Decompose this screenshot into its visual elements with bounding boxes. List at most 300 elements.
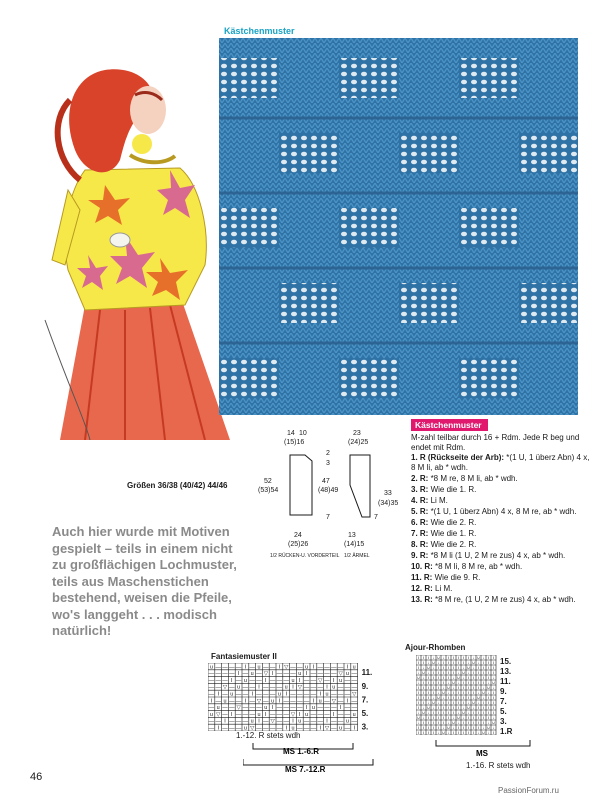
chart-symbol: ↓ bbox=[467, 659, 470, 665]
chart-symbol: ↓ bbox=[462, 664, 465, 670]
chart-symbol: I bbox=[422, 689, 425, 695]
chart-symbol: — bbox=[263, 691, 269, 698]
chart-symbol: u bbox=[243, 677, 247, 684]
chart-symbol: — bbox=[331, 718, 337, 725]
chart-symbol: I bbox=[231, 677, 233, 684]
chart-symbol: — bbox=[351, 718, 357, 725]
chart-symbol: ↓ bbox=[457, 709, 460, 715]
chart-symbol: — bbox=[344, 711, 351, 718]
chart-symbol: I bbox=[432, 724, 435, 730]
chart-symbol: I bbox=[452, 694, 455, 700]
chart-symbol: I bbox=[312, 698, 315, 705]
chart-symbol: — bbox=[263, 725, 269, 731]
chart-symbol: — bbox=[235, 664, 242, 671]
row-number: 13. R: bbox=[411, 594, 433, 604]
instruction-row bbox=[411, 518, 591, 528]
chart-symbol: I bbox=[217, 725, 219, 731]
chart-symbol: I bbox=[462, 719, 465, 725]
chart-symbol: I bbox=[457, 699, 460, 705]
chart-symbol: I bbox=[462, 655, 465, 660]
chart-symbol: I bbox=[422, 699, 425, 705]
chart-symbol: ↓ bbox=[472, 704, 475, 710]
chart-symbol: ↓ bbox=[447, 679, 450, 685]
knit-swatch-photo bbox=[219, 38, 578, 415]
chart-symbol: — bbox=[283, 671, 289, 678]
chart-symbol: ∪ bbox=[417, 674, 420, 680]
chart-symbol: ∪ bbox=[487, 684, 490, 690]
chart-symbol: — bbox=[208, 684, 215, 691]
chart-symbol: I bbox=[417, 659, 420, 665]
chart-symbol: ↓ bbox=[422, 674, 425, 680]
chart-symbol: — bbox=[310, 671, 317, 678]
chart-symbol: I bbox=[326, 684, 328, 691]
chart-symbol: I bbox=[210, 698, 213, 705]
chart-symbol: I bbox=[265, 677, 267, 684]
chart-symbol: I bbox=[442, 669, 445, 675]
chart-symbol: ↓ bbox=[432, 655, 435, 660]
schem-armhole: 23 bbox=[353, 430, 361, 437]
chart-symbol: I bbox=[477, 679, 480, 685]
chart-symbol: I bbox=[447, 655, 450, 660]
chart-symbol: I bbox=[452, 729, 455, 735]
chart-symbol: I bbox=[417, 684, 420, 690]
chart-symbol: — bbox=[269, 664, 276, 671]
chart-symbol: I bbox=[487, 704, 490, 710]
chart-symbol: u bbox=[271, 698, 275, 705]
chart-symbol: u bbox=[305, 664, 309, 671]
chart-symbol: I bbox=[492, 669, 495, 675]
schem-sleeve-width: 13 bbox=[348, 532, 356, 539]
chart-symbol: I bbox=[482, 699, 485, 705]
chart-symbol: I bbox=[467, 729, 470, 735]
chart-symbol: ↓ bbox=[492, 714, 495, 720]
chart-symbol: — bbox=[263, 664, 269, 671]
chart-symbol: ∪ bbox=[432, 659, 435, 665]
chart-symbol: I bbox=[462, 729, 465, 735]
chart-symbol: ∪ bbox=[452, 719, 455, 725]
chart-symbol: I bbox=[447, 694, 450, 700]
chart-symbol: ↓ bbox=[457, 669, 460, 675]
chart-symbol: I bbox=[417, 724, 420, 730]
chart-symbol: — bbox=[249, 677, 255, 684]
chart-symbol: — bbox=[249, 698, 255, 705]
chart-symbol: ↓ bbox=[487, 719, 490, 725]
schem-mid-c2: (48)49 bbox=[318, 487, 339, 494]
chart-symbol: I bbox=[305, 671, 308, 678]
chart-symbol: — bbox=[235, 677, 242, 684]
chart-symbol: I bbox=[422, 659, 425, 665]
row-number: 3. R: bbox=[411, 484, 429, 494]
chart-symbol: ↓ bbox=[447, 729, 450, 735]
chart-symbol: ↓ bbox=[452, 674, 455, 680]
chart-symbol: — bbox=[222, 725, 228, 731]
chart-symbol: I bbox=[432, 684, 435, 690]
chart-symbol: I bbox=[457, 659, 460, 665]
chart-symbol: I bbox=[427, 655, 430, 660]
chart-symbol: I bbox=[422, 729, 425, 735]
chart-symbol: — bbox=[229, 698, 235, 705]
chart-symbol: I bbox=[422, 679, 425, 685]
chart-symbol: u bbox=[257, 664, 261, 671]
chart-symbol: I bbox=[457, 684, 460, 690]
chart-symbol: ↓ bbox=[427, 659, 430, 665]
chart-symbol: I bbox=[447, 659, 450, 665]
chart-symbol: ↓ bbox=[492, 724, 495, 730]
sizes-label: Größen 36/38 (40/42) 44/46 bbox=[127, 481, 228, 490]
chart-symbol: I bbox=[442, 659, 445, 665]
chart-symbol: — bbox=[256, 691, 262, 698]
chart-symbol: ↓ bbox=[487, 689, 490, 695]
chart-symbol: ↓ bbox=[477, 689, 480, 695]
chart-symbol: I bbox=[305, 705, 308, 712]
chart-symbol: u bbox=[325, 691, 329, 698]
chart-symbol: I bbox=[278, 698, 281, 705]
chart-symbol: ∪ bbox=[462, 709, 465, 715]
chart-symbol: I bbox=[299, 677, 301, 684]
chart-symbol: ▽ bbox=[250, 725, 255, 731]
chart-symbol: ↓ bbox=[417, 709, 420, 715]
chart-symbol: — bbox=[310, 725, 317, 731]
chart-symbol: ↓ bbox=[487, 729, 490, 735]
chart-symbol: I bbox=[417, 655, 420, 660]
chart-symbol: — bbox=[351, 677, 357, 684]
chart-symbol: — bbox=[208, 691, 215, 698]
chart-symbol: I bbox=[487, 659, 490, 665]
chart-symbol: — bbox=[337, 691, 344, 698]
chart-symbol: I bbox=[319, 725, 321, 731]
chart-symbol: I bbox=[467, 674, 470, 680]
chart-symbol: I bbox=[417, 699, 420, 705]
chart-symbol: I bbox=[437, 684, 440, 690]
schem-body-width: 24 bbox=[294, 532, 302, 539]
chart-symbol: ▽ bbox=[331, 698, 336, 705]
chart-symbol: ↓ bbox=[437, 699, 440, 705]
chart-symbol: ∪ bbox=[482, 729, 485, 735]
chart-symbol: I bbox=[437, 709, 440, 715]
chart-symbol: I bbox=[442, 674, 445, 680]
chart-symbol: u bbox=[345, 671, 349, 678]
chart-symbol: — bbox=[303, 677, 310, 684]
chart-symbol: ↓ bbox=[437, 659, 440, 665]
chart-symbol: I bbox=[292, 718, 294, 725]
chart-symbol: I bbox=[467, 719, 470, 725]
chart-symbol: ∪ bbox=[457, 714, 460, 720]
chart-symbol: I bbox=[457, 694, 460, 700]
chart-symbol: — bbox=[256, 705, 262, 712]
row-label: 11. bbox=[500, 677, 511, 686]
chart-symbol: — bbox=[263, 718, 269, 725]
chart-symbol: ∪ bbox=[427, 664, 430, 670]
row-label: 9. bbox=[361, 681, 369, 691]
chart-symbol: — bbox=[351, 705, 357, 712]
chart-symbol: I bbox=[237, 671, 240, 678]
chart-symbol: I bbox=[432, 674, 435, 680]
chart-symbol: — bbox=[303, 698, 310, 705]
chart-symbol: I bbox=[427, 724, 430, 730]
row-text: Wie die 2. R. bbox=[428, 539, 477, 549]
chart-symbol: I bbox=[447, 709, 450, 715]
chart-symbol: ∪ bbox=[437, 694, 440, 700]
row-label: 3. bbox=[500, 717, 507, 726]
chart-symbol: I bbox=[319, 691, 321, 698]
chart-symbol: — bbox=[351, 698, 357, 705]
chart-symbol: I bbox=[437, 664, 440, 670]
chart-symbol: I bbox=[432, 689, 435, 695]
chart-symbol: — bbox=[290, 705, 296, 712]
chart-symbol: I bbox=[333, 677, 335, 684]
chart-symbol: ∪ bbox=[487, 724, 490, 730]
chart-symbol: I bbox=[452, 704, 455, 710]
chart-symbol: I bbox=[467, 694, 470, 700]
chart-symbol: I bbox=[258, 684, 260, 691]
schem-height: 52 bbox=[264, 478, 272, 485]
chart-symbol: I bbox=[487, 709, 490, 715]
chart-symbol: ∪ bbox=[447, 684, 450, 690]
row-number: 12. R: bbox=[411, 583, 433, 593]
chart-symbol: I bbox=[492, 659, 495, 665]
chart-symbol: — bbox=[317, 684, 323, 691]
row-text: *(1 U, 1 überz Abn) 4 x, 8 M re, ab * wdh. bbox=[428, 506, 577, 516]
chart-symbol: I bbox=[432, 729, 435, 735]
chart-symbol: I bbox=[452, 709, 455, 715]
chart-symbol: — bbox=[229, 705, 235, 712]
row-number: 8. R: bbox=[411, 539, 429, 549]
row-number: 2. R: bbox=[411, 473, 429, 483]
row-label: 13. bbox=[500, 667, 512, 676]
chart-symbol: — bbox=[317, 664, 323, 671]
chart-symbol: — bbox=[324, 677, 330, 684]
schem-hem2: 7 bbox=[374, 514, 378, 521]
chart-symbol: u bbox=[264, 705, 268, 712]
row-text: Li M. bbox=[428, 495, 448, 505]
chart-symbol: ↓ bbox=[457, 679, 460, 685]
chart-symbol: — bbox=[290, 664, 296, 671]
chart-symbol: I bbox=[442, 714, 445, 720]
chart-symbol: I bbox=[244, 698, 247, 705]
instruction-row bbox=[411, 551, 591, 561]
chart-symbol: ▽ bbox=[236, 705, 241, 712]
schem-mid-c: 47 bbox=[322, 478, 330, 485]
chart-symbol: I bbox=[271, 705, 274, 712]
chart-symbol: ↓ bbox=[437, 729, 440, 735]
chart-symbol: — bbox=[303, 691, 310, 698]
schem-top-width: 14 bbox=[287, 430, 295, 437]
chart-symbol: I bbox=[477, 704, 480, 710]
row-number: 9. R: bbox=[411, 550, 429, 560]
chart-symbol: I bbox=[472, 719, 475, 725]
pull-quote: Auch hier wurde mit Motiven gespielt – teils in einem nicht zu großflächigen Lochmuster, teils aus Maschenstichen bestehend, weisen die Pfeile, wo's langgeht . . . modisch natürlich! bbox=[52, 524, 237, 638]
schem-mid-b: 3 bbox=[326, 460, 330, 467]
chart-symbol: I bbox=[422, 655, 425, 660]
chart-symbol: u bbox=[209, 664, 213, 671]
chart-symbol: I bbox=[437, 679, 440, 685]
chart-symbol: — bbox=[263, 698, 269, 705]
chart-symbol: — bbox=[249, 664, 255, 671]
chart-symbol: — bbox=[303, 725, 310, 731]
chart-symbol: I bbox=[462, 724, 465, 730]
instruction-row bbox=[411, 474, 591, 484]
chart-symbol: — bbox=[269, 725, 276, 731]
row-label: 9. bbox=[500, 687, 507, 696]
chart-symbol: ∪ bbox=[427, 704, 430, 710]
chart-symbol: — bbox=[215, 684, 221, 691]
schem-height2: (53)54 bbox=[258, 487, 279, 494]
chart-symbol: — bbox=[249, 684, 255, 691]
chart-symbol: I bbox=[442, 679, 445, 685]
chart-symbol: — bbox=[344, 677, 351, 684]
chart-symbol: I bbox=[492, 694, 495, 700]
chart-symbol: I bbox=[422, 694, 425, 700]
row-text: Wie die 1. R. bbox=[428, 484, 477, 494]
chart-symbol: I bbox=[487, 674, 490, 680]
schem-body-width2: (25)26 bbox=[288, 541, 309, 548]
chart-symbol: I bbox=[326, 718, 328, 725]
chart-symbol: — bbox=[229, 664, 235, 671]
chart-symbol: I bbox=[472, 729, 475, 735]
chart-symbol: ↓ bbox=[477, 729, 480, 735]
chart-symbol: ∪ bbox=[447, 724, 450, 730]
chart-symbol: — bbox=[317, 705, 323, 712]
chart-symbol: I bbox=[487, 694, 490, 700]
chart-symbol: I bbox=[285, 725, 287, 731]
fantasie-ms1: MS 1.-6.R bbox=[283, 747, 320, 756]
chart-symbol: I bbox=[353, 725, 355, 731]
row-label: 3. bbox=[361, 722, 369, 731]
chart-symbol: — bbox=[337, 711, 344, 718]
chart-symbol: — bbox=[337, 684, 344, 691]
chart-symbol: — bbox=[269, 711, 276, 718]
chart-symbol: ↓ bbox=[422, 714, 425, 720]
chart-symbol: u bbox=[345, 718, 349, 725]
chart-symbol: ↓ bbox=[422, 704, 425, 710]
chart-symbol: ↓ bbox=[432, 664, 435, 670]
chart-symbol: u bbox=[209, 711, 213, 718]
chart-symbol: u bbox=[291, 677, 295, 684]
chart-symbol: u bbox=[237, 684, 241, 691]
chart-symbol: u bbox=[223, 698, 227, 705]
instruction-row bbox=[411, 485, 591, 495]
chart-symbol: I bbox=[217, 691, 219, 698]
chart-symbol: I bbox=[477, 664, 480, 670]
chart-symbol: I bbox=[482, 674, 485, 680]
chart-symbol: ∪ bbox=[462, 669, 465, 675]
chart-symbol: ∪ bbox=[477, 694, 480, 700]
chart-symbol: — bbox=[283, 718, 289, 725]
chart-symbol: I bbox=[427, 719, 430, 725]
chart-symbol: u bbox=[352, 711, 356, 718]
chart-symbol: I bbox=[452, 659, 455, 665]
chart-symbol: — bbox=[344, 684, 351, 691]
chart-symbol: — bbox=[337, 718, 344, 725]
chart-symbol: — bbox=[242, 691, 249, 698]
chart-symbol: I bbox=[492, 709, 495, 715]
chart-symbol: — bbox=[229, 671, 235, 678]
row-label: 5. bbox=[361, 709, 369, 719]
chart-symbol: u bbox=[305, 711, 309, 718]
chart-symbol: — bbox=[310, 718, 317, 725]
row-number: 5. R: bbox=[411, 506, 429, 516]
row-text: *8 M re, (1 U, 2 M re zus) 4 x, ab * wdh. bbox=[432, 594, 576, 604]
chart-symbol: I bbox=[477, 669, 480, 675]
chart-symbol: — bbox=[331, 691, 337, 698]
chart-symbol: I bbox=[472, 724, 475, 730]
instructions-intro: M-zahl teilbar durch 16 + Rdm. Jede R beg und endet mit Rdm. bbox=[411, 433, 580, 452]
chart-symbol: I bbox=[422, 684, 425, 690]
chart-symbol: I bbox=[472, 714, 475, 720]
chart-symbol: — bbox=[249, 705, 255, 712]
chart-symbol: ↓ bbox=[467, 699, 470, 705]
fantasie-ms2: MS 7.-12.R bbox=[285, 765, 326, 773]
chart-symbol: ▽ bbox=[222, 684, 228, 691]
chart-symbol: u bbox=[332, 684, 336, 691]
chart-symbol: ↓ bbox=[437, 689, 440, 695]
chart-symbol: I bbox=[417, 664, 420, 670]
fantasie-chart bbox=[208, 663, 388, 736]
chart-symbol: — bbox=[310, 677, 317, 684]
chart-symbol: I bbox=[457, 689, 460, 695]
chart-symbol: ∪ bbox=[467, 664, 470, 670]
chart-symbol: I bbox=[432, 719, 435, 725]
row-number: 11. R: bbox=[411, 572, 433, 582]
chart-symbol: I bbox=[487, 699, 490, 705]
chart-symbol: — bbox=[235, 691, 242, 698]
chart-symbol: ▽ bbox=[318, 677, 323, 684]
chart-symbol: I bbox=[462, 679, 465, 685]
chart-symbol: I bbox=[437, 724, 440, 730]
row-label: 5. bbox=[500, 707, 507, 716]
chart-symbol: I bbox=[437, 719, 440, 725]
chart-symbol: I bbox=[482, 709, 485, 715]
chart-symbol: I bbox=[477, 724, 480, 730]
schem-label-sleeve: 1/2 ÄRMEL bbox=[344, 553, 370, 559]
row-text: *(1 U, 1 überz Abn) 4 x, 8 M li, ab * wdh. bbox=[411, 453, 590, 472]
chart-symbol: u bbox=[284, 684, 288, 691]
chart-symbol: I bbox=[457, 664, 460, 670]
chart-symbol: I bbox=[251, 691, 253, 698]
chart-symbol: I bbox=[442, 699, 445, 705]
fantasie-title: Fantasiemuster II bbox=[211, 652, 277, 661]
chart-symbol: ↓ bbox=[417, 669, 420, 675]
row-text: *8 M li, 8 M re, ab * wdh. bbox=[432, 561, 523, 571]
chart-symbol: I bbox=[492, 655, 495, 660]
chart-symbol: I bbox=[457, 724, 460, 730]
chart-symbol: I bbox=[462, 694, 465, 700]
ajour-note: 1.-16. R stets wdh bbox=[466, 761, 531, 770]
chart-symbol: — bbox=[344, 705, 351, 712]
chart-symbol: — bbox=[276, 671, 283, 678]
chart-symbol: I bbox=[452, 655, 455, 660]
chart-symbol: I bbox=[477, 719, 480, 725]
chart-symbol: ↓ bbox=[492, 674, 495, 680]
chart-symbol: I bbox=[482, 719, 485, 725]
chart-symbol: I bbox=[427, 714, 430, 720]
chart-symbol: I bbox=[422, 724, 425, 730]
chart-symbol: — bbox=[208, 671, 215, 678]
chart-symbol: I bbox=[278, 664, 281, 671]
chart-symbol: u bbox=[257, 711, 261, 718]
chart-symbol: — bbox=[242, 705, 249, 712]
chart-symbol: — bbox=[222, 705, 228, 712]
chart-symbol: I bbox=[472, 679, 475, 685]
chart-symbol: u bbox=[216, 705, 220, 712]
chart-symbol: — bbox=[337, 698, 344, 705]
chart-symbol: I bbox=[432, 714, 435, 720]
chart-symbol: I bbox=[472, 689, 475, 695]
chart-symbol: — bbox=[344, 691, 351, 698]
chart-symbol: — bbox=[276, 677, 283, 684]
chart-symbol: I bbox=[437, 704, 440, 710]
chart-symbol: ∪ bbox=[432, 699, 435, 705]
